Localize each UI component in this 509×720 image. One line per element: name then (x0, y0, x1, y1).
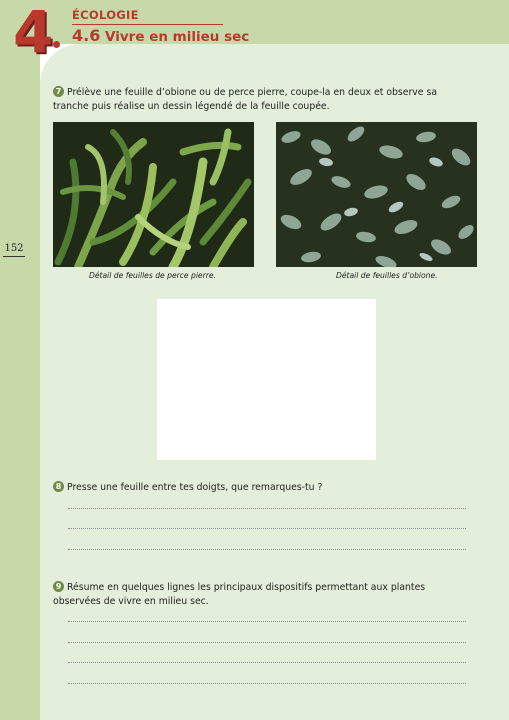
answer-line[interactable] (68, 508, 466, 509)
section-label: ÉCOLOGIE (72, 8, 139, 22)
question-text: Presse une feuille entre tes doigts, que remarques-tu ? (67, 482, 323, 493)
photo-perce-pierre (53, 122, 254, 267)
question-text: Prélève une feuille d’obione ou de perce pierre, coupe-la en deux et observe sa tranche puis réalise un dessin légendé de la feuille coupée. (53, 87, 438, 112)
question-9 (53, 581, 473, 609)
question-number-badge: 9 (53, 581, 64, 592)
question-number-badge: 7 (53, 86, 64, 97)
chapter-number: 4 (13, 0, 52, 66)
answer-line[interactable] (68, 621, 466, 622)
section-title (72, 26, 249, 45)
chapter-dot (53, 41, 60, 48)
answer-line[interactable] (68, 528, 466, 529)
question-7 (53, 86, 473, 114)
answer-line[interactable] (68, 549, 466, 550)
page-number: 152 (3, 243, 25, 257)
subsection-number: 4.6 (72, 26, 101, 45)
answer-line[interactable] (68, 662, 466, 663)
margin-band (0, 0, 40, 720)
subsection-title: Vivre en milieu sec (105, 29, 250, 45)
figure-caption: Détail de feuilles de perce pierre. (89, 271, 216, 280)
header-rule (72, 24, 223, 25)
answer-line[interactable] (68, 642, 466, 643)
drawing-area[interactable] (157, 299, 376, 460)
photo-obione (276, 122, 477, 267)
question-number-badge: 8 (53, 481, 64, 492)
answer-line[interactable] (68, 683, 466, 684)
question-text: Résume en quelques lignes les principaux dispositifs permettant aux plantes observées de vivre en milieu sec. (53, 582, 426, 607)
figure-caption: Détail de feuilles d’obione. (336, 271, 438, 280)
question-8 (53, 481, 473, 495)
